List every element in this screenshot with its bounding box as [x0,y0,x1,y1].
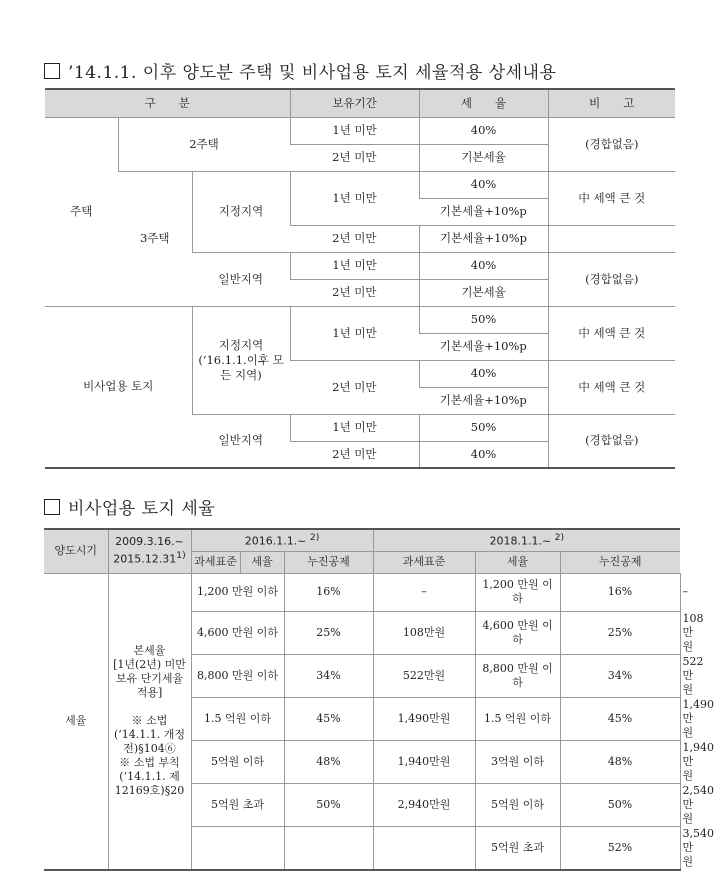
period-cell: 2년 미만 [290,144,419,171]
base-cell: 3억원 이하 [475,740,560,783]
base-cell: 1,200 만원 이하 [191,573,284,611]
period-cell: 1년 미만 [290,117,419,144]
note-cell: (경합없음) [548,117,675,171]
rate-cell: 34% [284,654,373,697]
rate-cell-empty [284,826,373,870]
period-cell: 2년 미만 [290,441,419,468]
rate-cell: 16% [560,573,680,611]
rate-cell: 40% [419,441,548,468]
rate-cell: 50% [419,414,548,441]
checkbox-square-icon [44,499,60,515]
base-cell: 8,800 만원 이하 [191,654,284,697]
general-land-label: 일반지역 [192,414,290,468]
header-period: 보유기간 [290,89,419,117]
rate-cell: 40% [419,171,548,198]
base-cell: 1.5 억원 이하 [475,697,560,740]
rate-cell: 50% [560,783,680,826]
section2-title: 비사업용 토지 세율 [44,494,215,519]
rate-cell: 45% [560,697,680,740]
header-deduct: 누진공제 [284,551,373,573]
rate-cell: 40% [419,252,548,279]
checkbox-square-icon [44,63,60,79]
rate-cell: 52% [560,826,680,870]
designated-land-label: 지정지역 (’16.1.1.이후 모든 지역) [192,306,290,414]
header-base: 과세표준 [373,551,475,573]
header-rate: 세율 [240,551,284,573]
period-cell: 2년 미만 [290,279,419,306]
rate-cell: 25% [560,611,680,654]
header-2018: 2018.1.1.~ $^{2)}$ [373,529,680,551]
header-base: 과세표준 [191,551,240,573]
rate-cell: 48% [284,740,373,783]
note-cell-empty [548,225,675,252]
old-rate-note: 본세율 [1년(2년) 미만 보유 단기세율 적용] ※ 소법(’14.1.1. 개정 전)§104⑥ ※ 소법 부칙 (’14.1.1. 제12169호)§20 [108,573,191,870]
note-cell: 中 세액 큰 것 [548,360,675,414]
base-cell: 1,200 만원 이하 [475,573,560,611]
note-cell: (경합없음) [548,252,675,306]
period-cell: 1년 미만 [290,171,419,225]
deduct-cell-empty [373,826,475,870]
period-cell: 1년 미만 [290,306,419,360]
deduct-cell: 522만원 [373,654,475,697]
base-cell: 8,800 만원 이하 [475,654,560,697]
two-house-label: 2주택 [118,117,290,171]
note-cell: 中 세액 큰 것 [548,171,675,225]
general-label: 일반지역 [192,252,290,306]
base-cell: 5억원 초과 [191,783,284,826]
rate-cell: 50% [284,783,373,826]
deduct-cell: 2,940만원 [373,783,475,826]
deduct-cell: 108만원 [373,611,475,654]
three-house-label: 3주택 [118,171,192,306]
designated-label: 지정지역 [192,171,290,252]
rate-row-label: 세율 [44,573,108,870]
period-cell: 2년 미만 [290,225,419,252]
nonbiz-land-rate-table: 양도시기 2009.3.16.~ 2015.12.31$^{1)}$ 2016.1.1.~ $^{2)}$ 2018.1.1.~ $^{2)}$ 과세표준 세율 누진공제 과세표준 세율 누진공제 세율 본세율 [1년(2년) 미만 보유 단기세율 적용] ※ 소법(’14.1.1. 개정 전)§104⑥ ※ 소법 부칙 (’14.1.1. 제12169호)§20 1,200 만원 이하 16% – 1,200 만원 이하 16% – 4,600 만원 이하 25% 108만원 4,600 만원 이하 25% 108만원 8,800 만원 이하 34% 522만원 8,800 만원 이하 34% 522만원 1.5 억원 이하 45% 1,490만원 1.5 억원 이하 45% 1,490만원 5억원 이하 48% 1,940만원 3억원 이하 48% 1,940만원 5억원 초과 50% 2,940만원 5억원 이하 50% 2,540만원 5억원 초과 52% 3,540만원 [44,528,680,871]
header-deduct: 누진공제 [560,551,680,573]
housing-tax-rate-table [45,88,675,469]
rate-cell: 기본세율+10%p [419,198,548,225]
rate-cell: 기본세율 [419,279,548,306]
rate-cell: 48% [560,740,680,783]
note-cell: (경합없음) [548,414,675,468]
period-cell: 1년 미만 [290,414,419,441]
rate-cell: 기본세율+10%p [419,225,548,252]
base-cell: 5억원 초과 [475,826,560,870]
header-2016: 2016.1.1.~ $^{2)}$ [191,529,373,551]
base-cell: 4,600 만원 이하 [191,611,284,654]
base-cell: 5억원 이하 [191,740,284,783]
base-cell: 1.5 억원 이하 [191,697,284,740]
base-cell-empty [191,826,284,870]
header-rate: 세 율 [419,89,548,117]
deduct-cell: – [373,573,475,611]
header-note: 비 고 [548,89,675,117]
section1-title: ’14.1.1. 이후 양도분 주택 및 비사업용 토지 세율적용 상세내용 [44,58,556,83]
rate-cell: 40% [419,360,548,387]
rate-cell: 기본세율+10%p [419,333,548,360]
rate-cell: 34% [560,654,680,697]
housing-label: 주택 [45,117,118,306]
rate-cell: 16% [284,573,373,611]
header-period: 양도시기 [44,529,108,573]
rate-cell: 기본세율+10%p [419,387,548,414]
header-category: 구 분 [45,89,290,117]
note-cell: 中 세액 큰 것 [548,306,675,360]
deduct-cell: 1,490만원 [373,697,475,740]
base-cell: 5억원 이하 [475,783,560,826]
rate-cell: 25% [284,611,373,654]
nonbiz-land-label: 비사업용 토지 [45,306,192,468]
deduct-cell: 1,940만원 [373,740,475,783]
period-cell: 1년 미만 [290,252,419,279]
rate-cell: 45% [284,697,373,740]
rate-cell: 기본세율 [419,144,548,171]
rate-cell: 50% [419,306,548,333]
header-rate: 세율 [475,551,560,573]
base-cell: 4,600 만원 이하 [475,611,560,654]
period-cell: 2년 미만 [290,360,419,414]
header-old-period: 2009.3.16.~ 2015.12.31$^{1)}$ [108,529,191,573]
rate-cell: 40% [419,117,548,144]
